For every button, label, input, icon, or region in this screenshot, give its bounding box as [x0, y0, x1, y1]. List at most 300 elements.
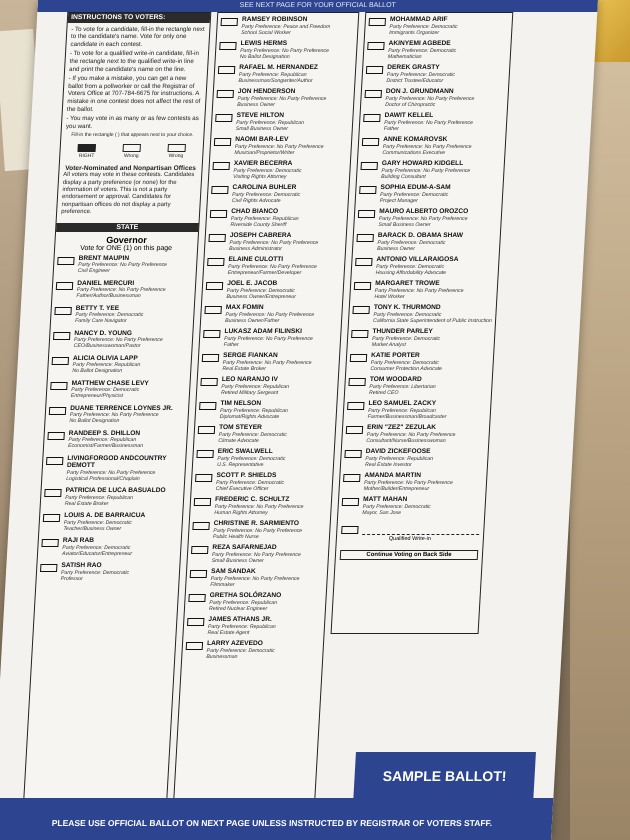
vote-checkbox[interactable]	[47, 432, 64, 440]
vote-checkbox[interactable]	[206, 282, 223, 290]
candidate-info	[228, 256, 342, 276]
ballot-designation: Father	[383, 125, 399, 132]
vote-checkbox[interactable]	[366, 66, 383, 74]
party-preference: Party Preference: Democratic	[379, 191, 449, 198]
vote-checkbox[interactable]	[217, 90, 234, 98]
candidate-row[interactable]	[204, 304, 339, 324]
ballot-designation: Family Care Navigator	[74, 318, 127, 325]
ballot-designation: Chief Executive Officer	[215, 485, 269, 492]
candidate-row[interactable]	[192, 520, 327, 540]
candidate-info	[369, 376, 489, 396]
ballot-designation: Retired CEO	[368, 389, 399, 396]
vote-checkbox[interactable]	[352, 306, 369, 314]
ballot-designation: Small Business Owner	[235, 125, 289, 132]
ballot-designation: Retired Military Sergeant	[220, 389, 279, 396]
candidate-row[interactable]	[217, 64, 352, 84]
candidate-row[interactable]	[357, 208, 498, 228]
candidate-name: LARRY AZEVEDO	[206, 640, 264, 647]
candidate-row[interactable]	[364, 88, 505, 108]
candidate-name: CAROLINA BUHLER	[232, 184, 297, 191]
ballot-designation: Immigrants Organizer	[388, 29, 440, 36]
candidate-info	[214, 496, 328, 516]
vote-checkbox[interactable]	[212, 162, 229, 170]
vote-checkbox[interactable]	[363, 114, 380, 122]
party-preference: Party Preference: No Party Preference	[240, 47, 330, 54]
vote-checkbox[interactable]	[343, 474, 360, 482]
vote-checkbox[interactable]	[365, 90, 382, 98]
vote-checkbox[interactable]	[360, 162, 377, 170]
candidate-name: BARACK D. OBAMA SHAW	[377, 232, 464, 239]
ballot-designation: Economist/Farmer/Businessman	[67, 443, 144, 450]
candidate-name: JAMES ATHANS JR.	[208, 616, 272, 623]
candidate-row[interactable]	[55, 280, 192, 300]
vote-checkbox[interactable]	[215, 114, 232, 122]
candidate-info	[376, 256, 496, 276]
candidate-row[interactable]	[345, 424, 486, 444]
ballot-designation: Business Owner/Entrepreneur	[226, 293, 297, 300]
candidate-row[interactable]	[355, 256, 496, 276]
candidate-info	[241, 16, 355, 36]
candidate-info	[386, 64, 506, 84]
vote-checkbox[interactable]	[369, 18, 386, 26]
party-preference: Party Preference: Democratic	[389, 23, 458, 30]
candidate-name: ANNE KOMAROVSK	[383, 136, 448, 143]
party-preference: Party Preference: No Party Preference	[66, 469, 156, 476]
vote-checkbox[interactable]	[214, 138, 231, 146]
vote-checkbox[interactable]	[194, 498, 211, 506]
ballot-designation: Civil Engineer	[77, 268, 111, 275]
party-preference: Party Preference: No Party Preference	[213, 527, 303, 534]
candidate-name: CHAD BIANCO	[230, 208, 279, 215]
ballot-designation: Logistical Professional/Chaplain	[66, 475, 140, 482]
candidate-info	[211, 544, 325, 564]
candidate-name: SATISH RAO	[61, 562, 102, 570]
candidate-row[interactable]	[205, 280, 340, 300]
candidate-name: TOM STEYER	[218, 424, 263, 431]
candidate-row[interactable]	[48, 405, 185, 425]
party-preference: Party Preference: Democratic	[75, 312, 144, 319]
mark-examples	[64, 144, 199, 161]
party-preference: Party Preference: Republican	[209, 599, 278, 606]
candidate-row[interactable]	[352, 304, 493, 324]
vote-checkbox[interactable]	[359, 186, 376, 194]
party-preference: Party Preference: No Party Preference	[225, 311, 315, 318]
ballot-designation: Small Business Owner	[378, 221, 431, 228]
party-preference: Party Preference: No Party Preference	[227, 263, 318, 270]
vote-checkbox[interactable]	[198, 426, 215, 434]
candidate-name: TIM NELSON	[220, 400, 262, 407]
ballot-designation: Business Administrator	[228, 245, 283, 252]
candidate-row[interactable]	[193, 496, 328, 516]
vote-checkbox[interactable]	[342, 498, 359, 506]
candidate-name: AKINYEMI AGBEDE	[388, 40, 451, 47]
vote-checkbox[interactable]	[199, 402, 216, 410]
vote-checkbox[interactable]	[218, 66, 235, 74]
candidate-info	[210, 568, 324, 588]
party-preference: Party Preference: No Party Preference	[78, 262, 168, 269]
vote-checkbox[interactable]	[52, 357, 69, 365]
candidate-row[interactable]	[356, 232, 497, 252]
ballot-designation: Housing Affordability Advocate	[375, 269, 447, 276]
ballot-designation: Farmer/Businessman/Broadcaster	[367, 413, 447, 420]
ballot-designation: Entrepreneur/Physicist	[70, 393, 124, 400]
ballot-designation: Riverside County Sheriff	[230, 221, 287, 228]
candidate-row[interactable]	[189, 568, 324, 588]
party-preference: Party Preference: No Party Preference	[374, 287, 464, 294]
candidate-name: GRETHA SOLÓRZANO	[209, 592, 282, 599]
ballot-designation: Professor	[60, 575, 84, 582]
party-preference: Party Preference: Republican	[238, 71, 307, 78]
candidate-row[interactable]	[47, 430, 184, 450]
candidate-row[interactable]	[44, 487, 181, 507]
vote-checkbox[interactable]	[53, 332, 70, 340]
candidate-row[interactable]	[367, 40, 508, 60]
continue-back-side: Continue Voting on Back Side	[340, 550, 479, 560]
ballot-designation: Aviator/Educator/Entrepreneur	[61, 550, 133, 557]
candidate-info	[217, 448, 331, 468]
candidate-row[interactable]	[365, 64, 506, 84]
vote-checkbox[interactable]	[196, 450, 213, 458]
ballot-designation: Consultant/Nurse/Businesswoman	[366, 437, 446, 444]
candidate-info	[69, 405, 185, 425]
ballot-designation: No Ballot Designation	[72, 368, 123, 375]
candidate-name: BRENT MAUPIN	[78, 254, 130, 262]
candidate-row[interactable]	[359, 184, 500, 204]
party-preference: Party Preference: Republican	[219, 407, 288, 414]
candidate-name: TOM WOODARD	[369, 376, 422, 383]
vote-checkbox[interactable]	[355, 258, 372, 266]
vote-for-instruction: Vote for ONE (1) on this page	[80, 244, 173, 252]
vote-checkbox[interactable]	[350, 354, 367, 362]
ballot-designation: Business Owner/Father	[224, 317, 280, 324]
candidate-name: CHRISTINE R. SARMIENTO	[213, 520, 300, 527]
voter-instructions	[57, 13, 210, 219]
voter-nominated-text: All voters may vote in these contests. Candidates display a party preference (or none) for the information of voters. This is not a party endorsement or approval. Candidates for nonpartisan offices do not display a party preference.	[60, 172, 195, 216]
candidate-row[interactable]	[344, 448, 485, 468]
candidate-name: LEO NARANJO IV	[221, 376, 279, 383]
party-preference: Party Preference: No Party Preference	[237, 95, 327, 102]
vote-checkbox[interactable]	[219, 42, 236, 50]
ballot-designation: Communications Executive	[382, 149, 446, 156]
party-preference: Party Preference: Republican	[235, 119, 305, 126]
candidate-info	[225, 304, 339, 324]
party-preference: Party Preference: No Party Preference	[223, 335, 314, 342]
candidate-row[interactable]	[349, 352, 490, 372]
party-preference: Party Preference: Republican	[365, 455, 434, 462]
vote-checkbox[interactable]	[221, 18, 238, 26]
vote-checkbox[interactable]	[40, 564, 57, 572]
candidate-name: JOSEPH CABRERA	[229, 232, 292, 239]
candidate-name: DON J. GRUNDMANN	[385, 88, 454, 95]
candidate-row[interactable]	[54, 305, 191, 325]
party-preference: Party Preference: No Party Preference	[69, 412, 159, 419]
candidate-row[interactable]	[219, 40, 354, 60]
write-in-checkbox[interactable]	[341, 526, 358, 534]
party-preference: Party Preference: Democratic	[386, 71, 456, 78]
candidate-row[interactable]	[194, 472, 329, 492]
vote-checkbox[interactable]	[43, 514, 60, 522]
candidate-info	[384, 112, 504, 132]
candidate-name: SOPHIA EDUM-A-SAM	[380, 184, 451, 191]
vote-checkbox[interactable]	[354, 282, 371, 290]
vote-checkbox[interactable]	[348, 378, 365, 386]
candidate-name: ALICIA OLIVIA LAPP	[72, 354, 138, 362]
party-preference: Party Preference: Democratic	[226, 287, 295, 294]
vote-checkbox[interactable]	[347, 402, 364, 410]
vote-checkbox[interactable]	[207, 258, 224, 266]
ballot-designation: Father/Author/Businessman	[76, 293, 141, 300]
candidate-name: DAVID ZICKEFOOSE	[365, 448, 431, 455]
ballot-designation: U.S. Representative	[216, 461, 264, 468]
candidate-row[interactable]	[199, 400, 334, 420]
office-title: Governor	[106, 234, 148, 245]
candidate-row[interactable]	[42, 512, 179, 532]
vote-checkbox[interactable]	[54, 307, 71, 315]
candidate-row[interactable]	[188, 592, 323, 612]
candidate-name: JOEL E. JACOB	[226, 280, 278, 287]
candidate-row[interactable]	[185, 640, 320, 660]
candidate-row[interactable]	[203, 328, 338, 348]
example-right: RIGHT	[77, 144, 96, 161]
party-preference: Party Preference: Libertarian	[369, 383, 436, 390]
candidate-info	[78, 255, 194, 275]
candidate-list-col2	[182, 13, 358, 660]
ballot-designation: Teacher/Business Owner	[63, 525, 122, 532]
vote-checkbox[interactable]	[195, 474, 212, 482]
candidate-info	[72, 355, 188, 375]
candidate-row[interactable]	[196, 448, 331, 468]
candidate-name: RAMSEY ROBINSON	[241, 16, 308, 23]
party-preference: Party Preference: No Party Preference	[234, 143, 324, 150]
candidate-name: BETTY T. YEE	[75, 304, 120, 312]
ballot-designation: Father	[223, 341, 239, 348]
vote-checkbox[interactable]	[56, 282, 73, 290]
write-in-label: Qualified Write-in	[388, 536, 432, 542]
vote-checkbox[interactable]	[356, 234, 373, 242]
candidate-info	[66, 455, 183, 483]
candidate-row[interactable]	[50, 380, 187, 400]
ballot-designation: Real Estate Investor	[364, 461, 412, 468]
candidate-row[interactable]	[347, 400, 488, 420]
ballot-designation: Hotel Worker	[374, 293, 405, 300]
party-preference: Party Preference: Democratic	[370, 359, 439, 366]
candidate-row[interactable]	[190, 544, 325, 564]
party-preference: Party Preference: No Party Preference	[214, 503, 304, 510]
party-preference: Party Preference: Democratic	[206, 647, 275, 654]
candidate-name: RAFAEL M. HERNANDEZ	[239, 64, 319, 71]
candidate-info	[230, 208, 344, 228]
vote-checkbox[interactable]	[44, 489, 61, 497]
vote-checkbox[interactable]	[362, 138, 379, 146]
party-preference: Party Preference: Democratic	[233, 167, 302, 174]
candidate-info	[206, 640, 320, 660]
candidate-name: ERIN "ZEZ" ZEZULAK	[366, 424, 437, 431]
ballot-designation: Civil Rights Advocate	[231, 197, 281, 204]
candidate-info	[373, 304, 493, 324]
candidate-row[interactable]	[209, 208, 344, 228]
ballot-designation: Musician/Proprietor/Writer	[234, 149, 295, 156]
vote-checkbox[interactable]	[192, 522, 209, 530]
candidate-info	[237, 88, 351, 108]
party-preference: Party Preference: No Party Preference	[222, 359, 312, 366]
vote-checkbox[interactable]	[203, 330, 220, 338]
candidate-row[interactable]	[45, 455, 183, 483]
vote-checkbox[interactable]	[367, 42, 384, 50]
party-preference: Party Preference: Democratic	[373, 311, 442, 318]
candidate-name: KATIE PORTER	[370, 352, 420, 359]
candidate-row[interactable]	[201, 352, 336, 372]
candidate-row[interactable]	[52, 330, 189, 350]
instructions-title: INSTRUCTIONS TO VOTERS:	[68, 13, 211, 23]
vote-checkbox[interactable]	[186, 642, 203, 650]
party-preference: Party Preference: Democratic	[218, 431, 287, 438]
instruction-1: - To vote for a candidate, fill-in the rectangle next to the candidate's name. Vote for only one candidate in each contest.	[70, 25, 205, 48]
vote-checkbox[interactable]	[200, 378, 217, 386]
candidate-row[interactable]	[351, 328, 492, 348]
party-preference: Party Preference: Peace and Freedom	[241, 23, 331, 30]
candidate-info	[62, 537, 178, 557]
candidate-name: RAJI RAB	[62, 537, 95, 545]
vote-checkbox[interactable]	[190, 570, 207, 578]
party-preference: Party Preference: Democratic	[60, 569, 130, 576]
party-preference: Party Preference: No Party Preference	[378, 215, 468, 222]
candidate-info	[60, 562, 176, 582]
vote-checkbox[interactable]	[211, 186, 228, 194]
candidate-row[interactable]	[197, 424, 332, 444]
party-preference: Party Preference: Republican	[230, 215, 299, 222]
candidate-row[interactable]	[57, 255, 194, 275]
candidate-row[interactable]	[368, 16, 509, 36]
candidate-info	[236, 112, 350, 132]
vote-checkbox[interactable]	[187, 618, 204, 626]
candidate-name: GARY HOWARD KIDGELL	[381, 160, 464, 167]
candidate-info	[368, 400, 488, 420]
vote-checkbox[interactable]	[208, 234, 225, 242]
party-preference: Party Preference: No Party Preference	[210, 575, 300, 582]
vote-checkbox[interactable]	[346, 426, 363, 434]
example-wrong-1: Wrong	[122, 144, 141, 161]
candidate-row[interactable]	[348, 376, 489, 396]
party-preference: Party Preference: Republican	[68, 437, 137, 444]
candidate-info	[372, 328, 492, 348]
party-preference: Party Preference: Democratic	[215, 479, 285, 486]
party-preference: Party Preference: Democratic	[362, 503, 431, 510]
vote-checkbox[interactable]	[46, 457, 63, 465]
candidate-row[interactable]	[220, 16, 355, 36]
candidate-row[interactable]	[207, 256, 342, 276]
candidate-row[interactable]	[215, 112, 350, 132]
vote-checkbox[interactable]	[49, 407, 66, 415]
candidate-row[interactable]	[186, 616, 321, 636]
candidate-info	[362, 496, 482, 516]
ballot-designation: Market Analyst	[371, 341, 407, 348]
party-preference: Party Preference: No Party Preference	[382, 143, 472, 150]
party-preference: Party Preference: No Party Preference	[383, 119, 474, 126]
vote-checkbox[interactable]	[188, 594, 205, 602]
candidate-info	[381, 160, 501, 180]
candidate-row[interactable]	[213, 136, 348, 156]
vote-checkbox[interactable]	[358, 210, 375, 218]
ballot-designation: Consumer Protection Advocate	[370, 365, 443, 372]
vote-checkbox[interactable]	[210, 210, 227, 218]
candidate-info	[222, 352, 336, 372]
candidate-info	[71, 380, 187, 400]
candidate-name: ELAINE CULOTTI	[228, 256, 284, 263]
candidate-row[interactable]	[200, 376, 335, 396]
candidate-row[interactable]	[342, 472, 483, 492]
party-preference: Party Preference: No Party Preference	[381, 167, 471, 174]
party-preference: Party Preference: Democratic	[217, 455, 286, 462]
vote-checkbox[interactable]	[191, 546, 208, 554]
candidate-row[interactable]	[41, 537, 178, 557]
party-preference: Party Preference: Democratic	[371, 335, 441, 342]
vote-checkbox[interactable]	[204, 306, 221, 314]
vote-checkbox[interactable]	[351, 330, 368, 338]
vote-checkbox[interactable]	[50, 382, 67, 390]
candidate-name: RANDEEP S. DHILLON	[68, 429, 141, 437]
candidate-row[interactable]	[361, 136, 502, 156]
candidate-row[interactable]	[39, 562, 176, 582]
candidate-row[interactable]	[208, 232, 343, 252]
candidate-info	[75, 305, 191, 325]
candidate-row[interactable]	[360, 160, 501, 180]
candidate-info	[224, 328, 338, 348]
vote-checkbox[interactable]	[344, 450, 361, 458]
candidate-info	[382, 136, 502, 156]
vote-checkbox[interactable]	[57, 257, 74, 265]
candidate-name: SAM SANDAK	[210, 568, 256, 575]
candidate-row[interactable]	[51, 355, 188, 375]
candidate-row[interactable]	[353, 280, 494, 300]
candidate-list-col1	[36, 255, 196, 583]
candidate-info	[215, 472, 329, 492]
ballot-designation: Mother/Builder/Entrepreneur	[363, 485, 430, 492]
candidate-name: PATRICIA DE LUCA BASUALDO	[65, 487, 166, 495]
party-preference: Party Preference: Democratic	[63, 519, 132, 526]
party-preference: Party Preference: No Party Preference	[385, 95, 475, 102]
candidate-info	[238, 64, 352, 84]
ballot-designation: Doctor of Chiropractic	[384, 101, 436, 108]
candidate-row[interactable]	[341, 496, 482, 516]
candidate-info	[213, 520, 327, 540]
candidate-name: NAOMI BAR-LEV	[235, 136, 289, 143]
ballot-designation: Project Manager	[379, 197, 419, 204]
ballot-designation: Human Rights Attorney	[214, 509, 268, 516]
ballot-designation: Business Owner	[236, 101, 276, 108]
candidate-name: LEWIS HERMS	[240, 40, 288, 47]
candidate-row[interactable]	[363, 112, 504, 132]
ballot-designation: Filmmaker	[210, 581, 235, 588]
ballot-designation: CEO/Businesswoman/Pastor	[73, 343, 141, 350]
candidate-row[interactable]	[211, 184, 346, 204]
ballot-designation: Small Business Owner	[211, 557, 265, 564]
candidate-name: TONY K. THURMOND	[373, 304, 441, 311]
candidate-row[interactable]	[216, 88, 351, 108]
vote-checkbox[interactable]	[41, 539, 58, 547]
party-preference: Party Preference: No Party Preference	[76, 287, 166, 294]
candidate-info	[365, 448, 485, 468]
party-preference: Party Preference: Democratic	[377, 239, 446, 246]
candidate-row[interactable]	[212, 160, 347, 180]
party-preference: Party Preference: Republican	[221, 383, 290, 390]
vote-checkbox[interactable]	[202, 354, 219, 362]
ballot-designation: Mayor, San Jose	[362, 509, 402, 516]
candidate-info	[234, 136, 348, 156]
candidate-name: DANIEL MERCURI	[76, 279, 135, 287]
write-in-line[interactable]	[362, 524, 480, 535]
candidate-name: MOHAMMAD ARIF	[389, 16, 448, 23]
write-in-option[interactable]	[341, 524, 480, 542]
